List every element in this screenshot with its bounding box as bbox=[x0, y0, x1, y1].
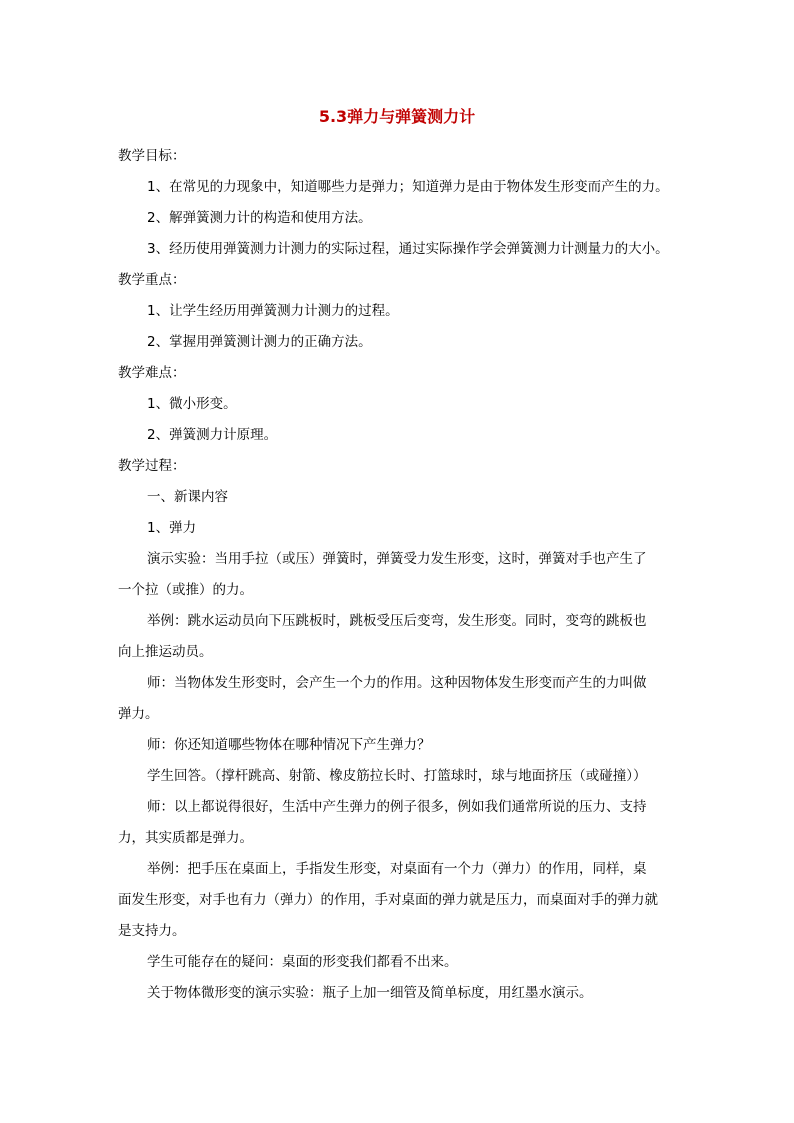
key-point-item-1: 1、让学生经历用弹簧测力计测力的过程。 bbox=[147, 303, 399, 319]
difficulty-item-2: 2、弹簧测力计原理。 bbox=[147, 427, 278, 443]
paragraph-summary-line-2: 力，其实质都是弹力。 bbox=[118, 830, 253, 846]
paragraph-definition-line-1: 师：当物体发生形变时，会产生一个力的作用。这种因物体发生形变而产生的力叫做 bbox=[147, 675, 647, 691]
objectives-heading: 教学目标： bbox=[118, 148, 186, 164]
paragraph-student-answer: 学生回答。（撑杆跳高、射箭、橡皮筋拉长时、打篮球时，球与地面挤压（或碰撞）） bbox=[147, 768, 647, 784]
paragraph-desk-example-line-1: 举例：把手压在桌面上，手指发生形变，对桌面有一个力（弹力）的作用，同样，桌 bbox=[147, 861, 647, 877]
paragraph-student-doubt: 学生可能存在的疑问：桌面的形变我们都看不出来。 bbox=[147, 954, 458, 970]
key-points-heading: 教学重点： bbox=[118, 272, 186, 288]
paragraph-teacher-question: 师：你还知道哪些物体在哪种情况下产生弹力？ bbox=[147, 737, 431, 753]
process-heading: 教学过程： bbox=[118, 458, 186, 474]
process-subheading-elastic-force: 1、弹力 bbox=[147, 520, 197, 536]
difficulty-item-1: 1、微小形变。 bbox=[147, 396, 237, 412]
key-point-item-2: 2、掌握用弹簧测计测力的正确方法。 bbox=[147, 334, 372, 350]
paragraph-diving-line-1: 举例：跳水运动员向下压跳板时，跳板受压后变弯，发生形变。同时，变弯的跳板也 bbox=[147, 613, 647, 629]
paragraph-summary-line-1: 师：以上都说得很好，生活中产生弹力的例子很多，例如我们通常所说的压力、支持 bbox=[147, 799, 647, 815]
objective-item-2: 2、解弹簧测力计的构造和使用方法。 bbox=[147, 210, 372, 226]
objective-item-3: 3、经历使用弹簧测力计测力的实际过程，通过实际操作学会弹簧测力计测量力的大小。 bbox=[147, 241, 669, 257]
objective-item-1: 1、在常见的力现象中，知道哪些力是弹力；知道弹力是由于物体发生形变而产生的力。 bbox=[147, 179, 669, 195]
paragraph-demo-line-2: 一个拉（或推）的力。 bbox=[118, 582, 253, 598]
paragraph-definition-line-2: 弹力。 bbox=[118, 706, 159, 722]
document-title: 5.3弹力与弹簧测力计 bbox=[318, 107, 476, 126]
difficulties-heading: 教学难点： bbox=[118, 365, 186, 381]
paragraph-desk-example-line-2: 面发生形变，对手也有力（弹力）的作用，手对桌面的弹力就是压力，而桌面对手的弹力就 bbox=[118, 892, 658, 908]
paragraph-diving-line-2: 向上推运动员。 bbox=[118, 644, 213, 660]
paragraph-micro-deformation-demo: 关于物体微形变的演示实验：瓶子上加一细管及简单标度，用红墨水演示。 bbox=[147, 985, 593, 1001]
paragraph-desk-example-line-3: 是支持力。 bbox=[118, 923, 186, 939]
paragraph-demo-line-1: 演示实验：当用手拉（或压）弹簧时，弹簧受力发生形变，这时，弹簧对手也产生了 bbox=[147, 551, 647, 567]
process-subheading-new-content: 一、新课内容 bbox=[147, 489, 228, 505]
